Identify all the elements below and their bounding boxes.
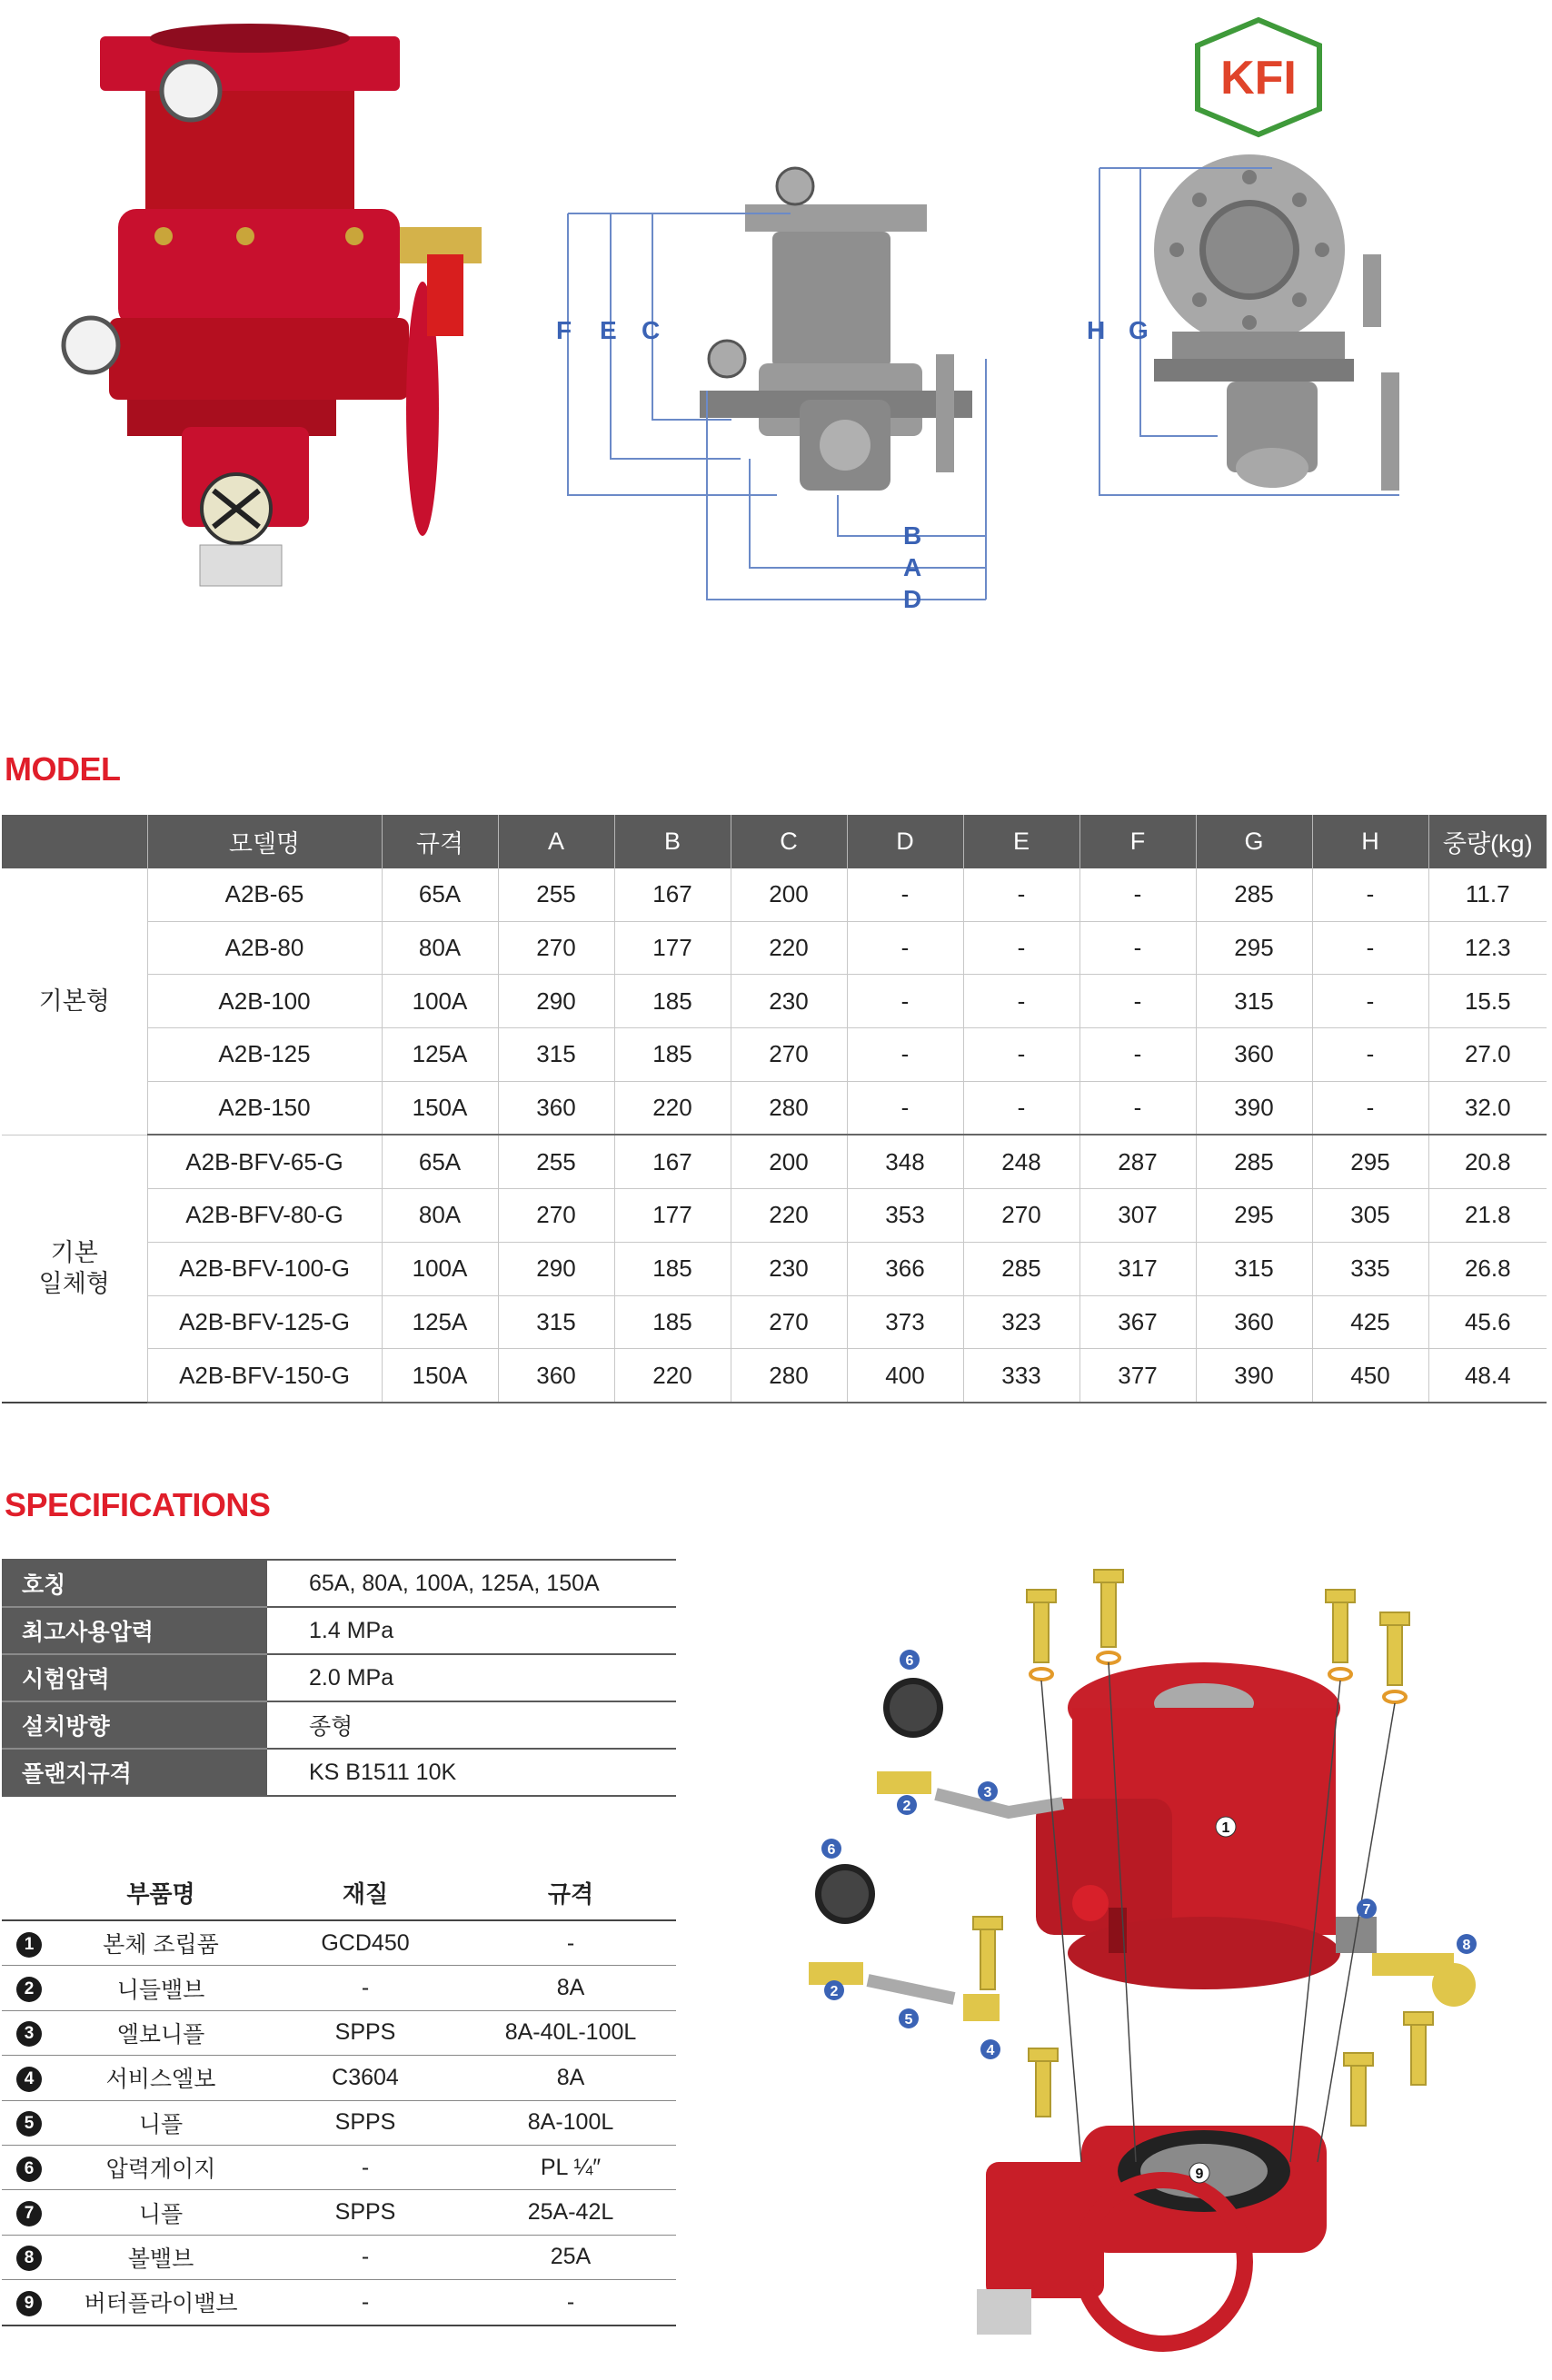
cell-c: 280: [731, 1081, 847, 1135]
cell-a: 255: [498, 1135, 614, 1188]
header-d: D: [847, 815, 963, 868]
cell-f: -: [1079, 1028, 1196, 1082]
model-row: [2, 1295, 1547, 1349]
cell-model-name: A2B-BFV-80-G: [147, 1189, 382, 1243]
cell-e: -: [963, 1081, 1079, 1135]
header-weight: 중량(kg): [1428, 815, 1547, 868]
cell-c: 270: [731, 1028, 847, 1082]
model-section-title: MODEL: [5, 750, 121, 788]
cell-weight: 20.8: [1428, 1135, 1547, 1188]
cell-e: 270: [963, 1189, 1079, 1243]
cell-b: 185: [614, 1242, 731, 1295]
cell-g: 285: [1196, 1135, 1312, 1188]
parts-table: [2, 1865, 676, 2326]
cell-g: 390: [1196, 1081, 1312, 1135]
cell-c: 220: [731, 921, 847, 975]
cell-c: 270: [731, 1295, 847, 1349]
part-number: [2, 2280, 56, 2325]
callout-3: [978, 1781, 998, 1801]
svg-text:1: 1: [1221, 1820, 1230, 1836]
cell-e: -: [963, 975, 1079, 1028]
part-number: [2, 2010, 56, 2055]
callout-6b: [821, 1839, 841, 1859]
spec-value: 2.0 MPa: [267, 1654, 676, 1701]
part-material: -: [265, 1966, 465, 2010]
parts-row: [2, 2100, 676, 2145]
cell-b: 177: [614, 1189, 731, 1243]
cell-model-name: A2B-80: [147, 921, 382, 975]
header-a: A: [498, 815, 614, 868]
cell-model-name: A2B-BFV-125-G: [147, 1295, 382, 1349]
cell-a: 315: [498, 1028, 614, 1082]
cell-model-name: A2B-100: [147, 975, 382, 1028]
svg-text:2: 2: [830, 1984, 839, 1999]
header-g: G: [1196, 815, 1312, 868]
cell-h: 425: [1312, 1295, 1428, 1349]
cell-a: 255: [498, 868, 614, 921]
cell-model-name: A2B-150: [147, 1081, 382, 1135]
cell-model-name: A2B-BFV-150-G: [147, 1349, 382, 1403]
header-material: 재질: [265, 1865, 465, 1920]
header-h: H: [1312, 815, 1428, 868]
part-material: SPPS: [265, 2010, 465, 2055]
cell-d: -: [847, 1081, 963, 1135]
cell-f: -: [1079, 975, 1196, 1028]
part-number-badge: 1: [16, 1932, 42, 1958]
header-c: C: [731, 815, 847, 868]
cell-f: -: [1079, 868, 1196, 921]
part-number: [2, 1966, 56, 2010]
cell-c: 220: [731, 1189, 847, 1243]
cell-weight: 11.7: [1428, 868, 1547, 921]
header-size: 규격: [382, 815, 498, 868]
part-name: 압력게이지: [56, 2145, 265, 2189]
cell-h: 450: [1312, 1349, 1428, 1403]
cell-g: 295: [1196, 921, 1312, 975]
parts-row: [2, 2280, 676, 2325]
part-number: [2, 2056, 56, 2100]
svg-text:6: 6: [827, 1842, 836, 1858]
part-number-badge: 6: [16, 2157, 42, 2182]
cell-model-name: A2B-BFV-100-G: [147, 1242, 382, 1295]
dim-label-a: A: [903, 553, 922, 581]
part-spec: 25A-42L: [465, 2190, 676, 2235]
cell-size: 65A: [382, 1135, 498, 1188]
side-view-drawing: [1154, 154, 1399, 491]
dim-label-f: F: [556, 316, 572, 344]
specifications-section-title: SPECIFICATIONS: [5, 1486, 271, 1523]
model-row: [2, 1028, 1547, 1082]
cell-g: 360: [1196, 1295, 1312, 1349]
part-material: SPPS: [265, 2100, 465, 2145]
cell-h: -: [1312, 921, 1428, 975]
cell-weight: 48.4: [1428, 1349, 1547, 1403]
cell-c: 280: [731, 1349, 847, 1403]
part-material: SPPS: [265, 2190, 465, 2235]
header-f: F: [1079, 815, 1196, 868]
cell-g: 285: [1196, 868, 1312, 921]
cell-h: -: [1312, 868, 1428, 921]
cell-size: 80A: [382, 921, 498, 975]
part-spec: 8A: [465, 1966, 676, 2010]
spec-row: [2, 1654, 676, 1701]
cell-a: 290: [498, 1242, 614, 1295]
part-spec: 8A-100L: [465, 2100, 676, 2145]
cell-size: 100A: [382, 975, 498, 1028]
cell-weight: 15.5: [1428, 975, 1547, 1028]
cell-d: 400: [847, 1349, 963, 1403]
part-number: [2, 2145, 56, 2189]
parts-row: [2, 1920, 676, 1966]
part-number-badge: 7: [16, 2201, 42, 2226]
header-part-name: 부품명: [56, 1865, 265, 1920]
cell-e: -: [963, 1028, 1079, 1082]
spec-label: 설치방향: [2, 1701, 267, 1749]
model-row: [2, 975, 1547, 1028]
model-group-label: [2, 1135, 147, 1402]
product-illustrations: [0, 0, 1552, 654]
header-spec: 규격: [465, 1865, 676, 1920]
part-material: -: [265, 2235, 465, 2279]
part-number-badge: 2: [16, 1977, 42, 2002]
spec-label: 시험압력: [2, 1654, 267, 1701]
cell-f: 307: [1079, 1189, 1196, 1243]
svg-text:7: 7: [1362, 1902, 1371, 1918]
cell-b: 185: [614, 1295, 731, 1349]
cell-e: 285: [963, 1242, 1079, 1295]
cell-d: 373: [847, 1295, 963, 1349]
callout-6a: [900, 1650, 920, 1670]
part-number-badge: 9: [16, 2291, 42, 2316]
part-number: [2, 2235, 56, 2279]
svg-text:2: 2: [902, 1799, 911, 1814]
parts-row: [2, 2010, 676, 2055]
callout-1: [1216, 1817, 1236, 1837]
model-row: [2, 1189, 1547, 1243]
dim-label-e: E: [600, 316, 617, 344]
cell-weight: 26.8: [1428, 1242, 1547, 1295]
cell-a: 290: [498, 975, 614, 1028]
callout-9: [1189, 2163, 1209, 2183]
spec-label: 최고사용압력: [2, 1607, 267, 1654]
cell-weight: 27.0: [1428, 1028, 1547, 1082]
callout-2a: [897, 1795, 917, 1815]
spec-row: [2, 1749, 676, 1796]
cell-model-name: A2B-125: [147, 1028, 382, 1082]
model-row: [2, 1135, 1547, 1188]
cell-a: 360: [498, 1081, 614, 1135]
cell-size: 100A: [382, 1242, 498, 1295]
model-row: [2, 1349, 1547, 1403]
cell-f: 367: [1079, 1295, 1196, 1349]
cell-f: 317: [1079, 1242, 1196, 1295]
parts-row: [2, 2056, 676, 2100]
header-no: [2, 1865, 56, 1920]
part-number-badge: 8: [16, 2246, 42, 2271]
part-spec: 8A: [465, 2056, 676, 2100]
cell-b: 185: [614, 1028, 731, 1082]
group-label-line2: 일체형: [38, 1270, 110, 1298]
spec-label: 플랜지규격: [2, 1749, 267, 1796]
cell-f: -: [1079, 1081, 1196, 1135]
cell-model-name: A2B-BFV-65-G: [147, 1135, 382, 1188]
part-name: 엘보니플: [56, 2010, 265, 2055]
cell-weight: 21.8: [1428, 1189, 1547, 1243]
part-number-badge: 5: [16, 2111, 42, 2137]
cell-size: 80A: [382, 1189, 498, 1243]
spec-row: [2, 1607, 676, 1654]
part-number: [2, 2100, 56, 2145]
model-row: [2, 1242, 1547, 1295]
cell-d: 348: [847, 1135, 963, 1188]
part-name: 니들밸브: [56, 1966, 265, 2010]
cell-b: 167: [614, 868, 731, 921]
part-material: -: [265, 2280, 465, 2325]
header-b: B: [614, 815, 731, 868]
model-row: [2, 921, 1547, 975]
header-e: E: [963, 815, 1079, 868]
header-model-name: 모델명: [147, 815, 382, 868]
parts-row: [2, 2190, 676, 2235]
cell-h: -: [1312, 1028, 1428, 1082]
part-number: [2, 2190, 56, 2235]
cell-d: 366: [847, 1242, 963, 1295]
cell-d: -: [847, 921, 963, 975]
specifications-table: [2, 1559, 676, 1797]
cell-f: -: [1079, 921, 1196, 975]
dim-label-h: H: [1087, 316, 1106, 344]
callout-4: [980, 2039, 1000, 2059]
front-view-drawing: [700, 168, 972, 491]
dim-label-g: G: [1129, 316, 1149, 344]
svg-text:8: 8: [1462, 1938, 1471, 1953]
cell-c: 200: [731, 868, 847, 921]
part-material: C3604: [265, 2056, 465, 2100]
spec-value: 1.4 MPa: [267, 1607, 676, 1654]
cell-size: 150A: [382, 1349, 498, 1403]
svg-text:6: 6: [905, 1653, 914, 1669]
part-name: 볼밸브: [56, 2235, 265, 2279]
cell-d: -: [847, 975, 963, 1028]
part-name: 서비스엘보: [56, 2056, 265, 2100]
cell-size: 65A: [382, 868, 498, 921]
spec-value: 65A, 80A, 100A, 125A, 150A: [267, 1560, 676, 1607]
cell-b: 220: [614, 1081, 731, 1135]
spec-row: [2, 1560, 676, 1607]
parts-table-header: [2, 1865, 676, 1920]
svg-text:4: 4: [986, 2043, 995, 2058]
model-table-body: [2, 868, 1547, 1403]
cell-a: 360: [498, 1349, 614, 1403]
cell-e: 248: [963, 1135, 1079, 1188]
part-spec: 8A-40L-100L: [465, 2010, 676, 2055]
cell-b: 220: [614, 1349, 731, 1403]
dim-label-d: D: [903, 585, 922, 613]
part-number-badge: 4: [16, 2067, 42, 2092]
part-number-badge: 3: [16, 2021, 42, 2047]
cell-size: 125A: [382, 1295, 498, 1349]
dim-label-b: B: [903, 521, 922, 550]
header-group: [2, 815, 147, 868]
cell-h: 295: [1312, 1135, 1428, 1188]
cell-weight: 12.3: [1428, 921, 1547, 975]
callout-7: [1357, 1899, 1377, 1919]
cell-h: -: [1312, 1081, 1428, 1135]
part-name: 니플: [56, 2190, 265, 2235]
model-row: [2, 1081, 1547, 1135]
cell-a: 315: [498, 1295, 614, 1349]
valve-photo: [64, 24, 482, 586]
cell-b: 177: [614, 921, 731, 975]
svg-text:3: 3: [983, 1785, 992, 1800]
cell-e: -: [963, 921, 1079, 975]
cell-e: 333: [963, 1349, 1079, 1403]
model-table-header: [2, 815, 1547, 868]
svg-text:9: 9: [1195, 2167, 1204, 2182]
cell-c: 200: [731, 1135, 847, 1188]
cell-g: 315: [1196, 975, 1312, 1028]
kfi-certification-logo: [1198, 20, 1319, 134]
parts-row: [2, 2235, 676, 2279]
cell-model-name: A2B-65: [147, 868, 382, 921]
cell-f: 377: [1079, 1349, 1196, 1403]
cell-e: -: [963, 868, 1079, 921]
cell-f: 287: [1079, 1135, 1196, 1188]
cell-g: 360: [1196, 1028, 1312, 1082]
cell-g: 390: [1196, 1349, 1312, 1403]
part-name: 니플: [56, 2100, 265, 2145]
cell-c: 230: [731, 1242, 847, 1295]
cell-b: 167: [614, 1135, 731, 1188]
group-label-line1: 기본: [50, 1239, 98, 1267]
part-number: [2, 1920, 56, 1966]
cell-g: 315: [1196, 1242, 1312, 1295]
callout-5: [899, 2008, 919, 2028]
part-name: 본체 조립품: [56, 1920, 265, 1966]
kfi-logo-text: KFI: [1220, 52, 1297, 104]
cell-weight: 45.6: [1428, 1295, 1547, 1349]
cell-g: 295: [1196, 1189, 1312, 1243]
cell-h: -: [1312, 975, 1428, 1028]
model-row: [2, 868, 1547, 921]
spec-value: KS B1511 10K: [267, 1749, 676, 1796]
model-table: [2, 815, 1547, 1403]
cell-d: 353: [847, 1189, 963, 1243]
part-material: GCD450: [265, 1920, 465, 1966]
part-spec: 25A: [465, 2235, 676, 2279]
part-name: 버터플라이밸브: [56, 2280, 265, 2325]
cell-a: 270: [498, 921, 614, 975]
cell-a: 270: [498, 1189, 614, 1243]
part-spec: -: [465, 2280, 676, 2325]
part-spec: PL ¼″: [465, 2145, 676, 2189]
cell-h: 305: [1312, 1189, 1428, 1243]
cell-weight: 32.0: [1428, 1081, 1547, 1135]
spec-row: [2, 1701, 676, 1749]
callout-8: [1457, 1934, 1477, 1954]
cell-b: 185: [614, 975, 731, 1028]
part-spec: -: [465, 1920, 676, 1966]
cell-size: 125A: [382, 1028, 498, 1082]
cell-h: 335: [1312, 1242, 1428, 1295]
parts-row: [2, 2145, 676, 2189]
spec-value: 종형: [267, 1701, 676, 1749]
parts-row: [2, 1966, 676, 2010]
cell-size: 150A: [382, 1081, 498, 1135]
spec-label: 호칭: [2, 1560, 267, 1607]
cell-d: -: [847, 868, 963, 921]
exploded-view-illustration: [772, 1562, 1552, 2380]
callout-2b: [824, 1980, 844, 2000]
svg-text:5: 5: [904, 2012, 913, 2028]
cell-e: 323: [963, 1295, 1079, 1349]
dim-label-c: C: [642, 316, 661, 344]
cell-d: -: [847, 1028, 963, 1082]
model-group-label: 기본형: [2, 868, 147, 1135]
cell-c: 230: [731, 975, 847, 1028]
part-material: -: [265, 2145, 465, 2189]
